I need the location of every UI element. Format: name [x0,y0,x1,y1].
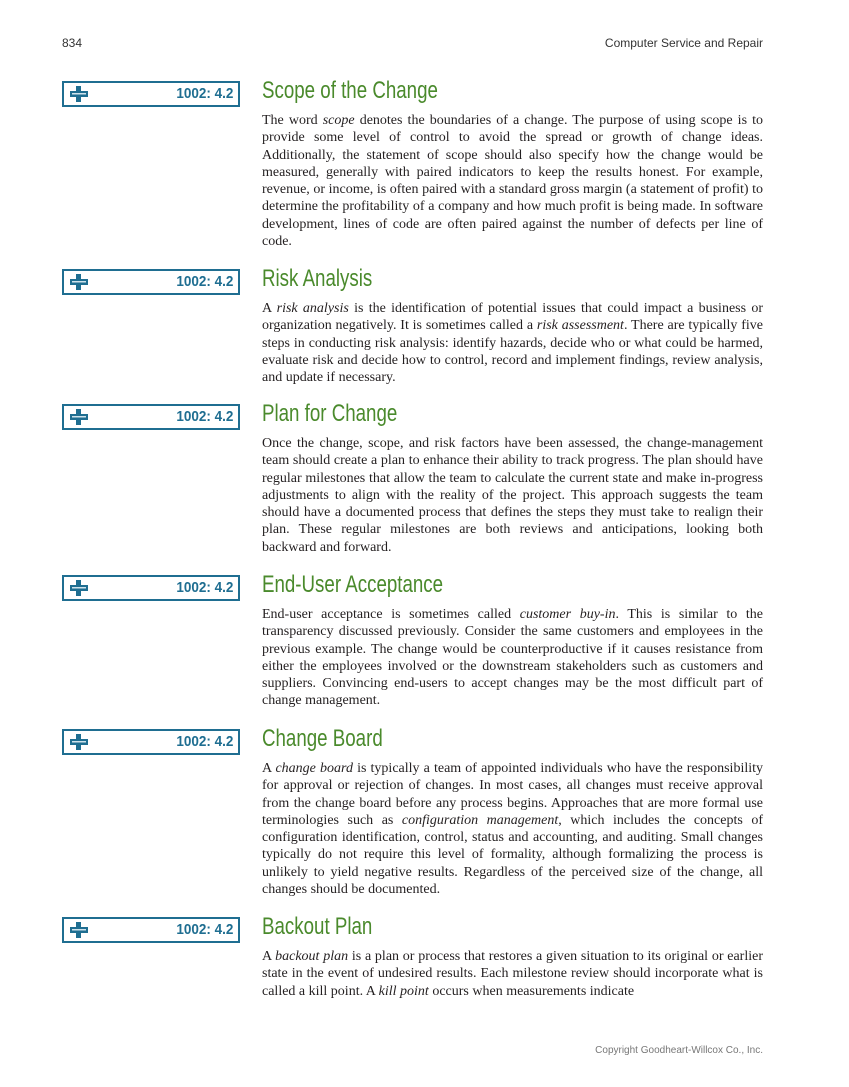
key-term: scope [322,113,355,128]
cross-plus-icon [70,734,88,750]
section-heading: Change Board [262,725,383,752]
text-run: A [262,949,276,964]
objective-badge [62,729,240,755]
text-run: . There are typically five steps in conducting risk analysis: identify hazards, decide who or what could be harmed, evaluate risk and decide how to control, record and implement findings, review analysis, and update if necessary. [262,318,764,386]
page-number: 834 [62,36,83,50]
text-run: A [262,301,277,316]
objective-code: 1002: 4.2 [175,579,233,596]
objective-code: 1002: 4.2 [175,273,233,290]
objective-code: 1002: 4.2 [175,921,233,938]
text-run: is a plan or process that restores a given situation to its original or earlier state in the event of undesired results. Each milestone review should incorporate what is called a kill point. A [262,949,763,999]
section-heading: Risk Analysis [262,265,373,292]
text-run: End-user acceptance is sometimes called [262,607,520,622]
text-run: Once the change, scope, and risk factors have been assessed, the change-management team should create a plan to enhance their ability to track progress. The plan should have regular milestones that allow the team to calculate the current state and make in-progress adjustments to align with the reality of the project. This approach suggests the team should have a documented process that defines the steps they must take to realign their plan. These regular milestones are both reviews and anticipations, looking both backward and forward. [262,436,763,555]
cross-plus-icon [70,580,88,596]
key-term: configuration management [401,812,559,828]
section-paragraph [262,760,763,898]
section-heading: End-User Acceptance [262,571,444,598]
cross-plus-icon [70,274,88,290]
text-run: occurs when measurements indicate [428,983,635,999]
objective-badge [62,917,240,943]
text-run: . This is similar to the transparency discussed previously. Consider the same customers and employees in the previous example. The change would be counterproductive if it causes resistance from either the employees involved or the downstream stakeholders such as customers and suppliers. Convincing end-users to accept changes may be the most difficult part of change management. [262,607,763,709]
section-heading: Backout Plan [262,913,373,940]
text-run: A [262,761,276,776]
text-run: The word [262,113,323,128]
copyright-footer: Copyright Goodheart-Willcox Co., Inc. [595,1045,763,1056]
objective-code: 1002: 4.2 [175,408,233,425]
objective-badge [62,81,240,107]
text-run: , which includes the concepts of configuration identification, control, status and accounting, and auditing. Small changes typically do not require this level of formality, although formalizing the process is unlikely to yield negative results. Regardless of the perceived size of the change, all changes should be documented. [262,812,763,898]
running-header-title: Computer Service and Repair [604,36,763,50]
text-run: is the identification of potential issues that could impact a business or organization negatively. It is sometimes called a [262,301,764,334]
objective-badge [62,404,240,430]
key-term: kill point [378,983,429,999]
section-paragraph [262,435,763,556]
section-heading: Scope of the Change [262,77,438,104]
section-paragraph [262,112,763,250]
section-heading: Plan for Change [262,400,398,427]
text-run: denotes the boundaries of a change. The purpose of using scope is to provide some level of control to avoid the spread or growth of change ideas. Additionally, the statement of scope should also specify how the change would be measured, generally with paired indicators to keep the results honest. For example, revenue, or income, is often paired with a standard gross margin (a statement of profit) to determine the profitability of a company and how much profit is being made. In software development, lines of code are often paired against the number of defects per line of code. [262,113,763,250]
key-term: risk analysis [276,301,349,316]
cross-plus-icon [70,86,88,102]
section-paragraph [262,300,763,386]
objective-badge [62,575,240,601]
key-term: backout plan [275,949,349,964]
objective-code: 1002: 4.2 [175,85,233,102]
key-term: change board [275,761,353,776]
cross-plus-icon [70,922,88,938]
text-run: is typically a team of appointed individuals who have the responsibility for approval or rejection of changes. In most cases, all changes must receive approval from the change board before any process begins. Approaches that are more formal use terminologies such as [262,761,763,828]
objective-badge [62,269,240,295]
objective-code: 1002: 4.2 [175,733,233,750]
cross-plus-icon [70,409,88,425]
section-paragraph [262,948,763,1000]
key-term: customer buy-in [519,607,616,622]
key-term: risk assessment [536,318,624,334]
section-paragraph [262,606,763,710]
